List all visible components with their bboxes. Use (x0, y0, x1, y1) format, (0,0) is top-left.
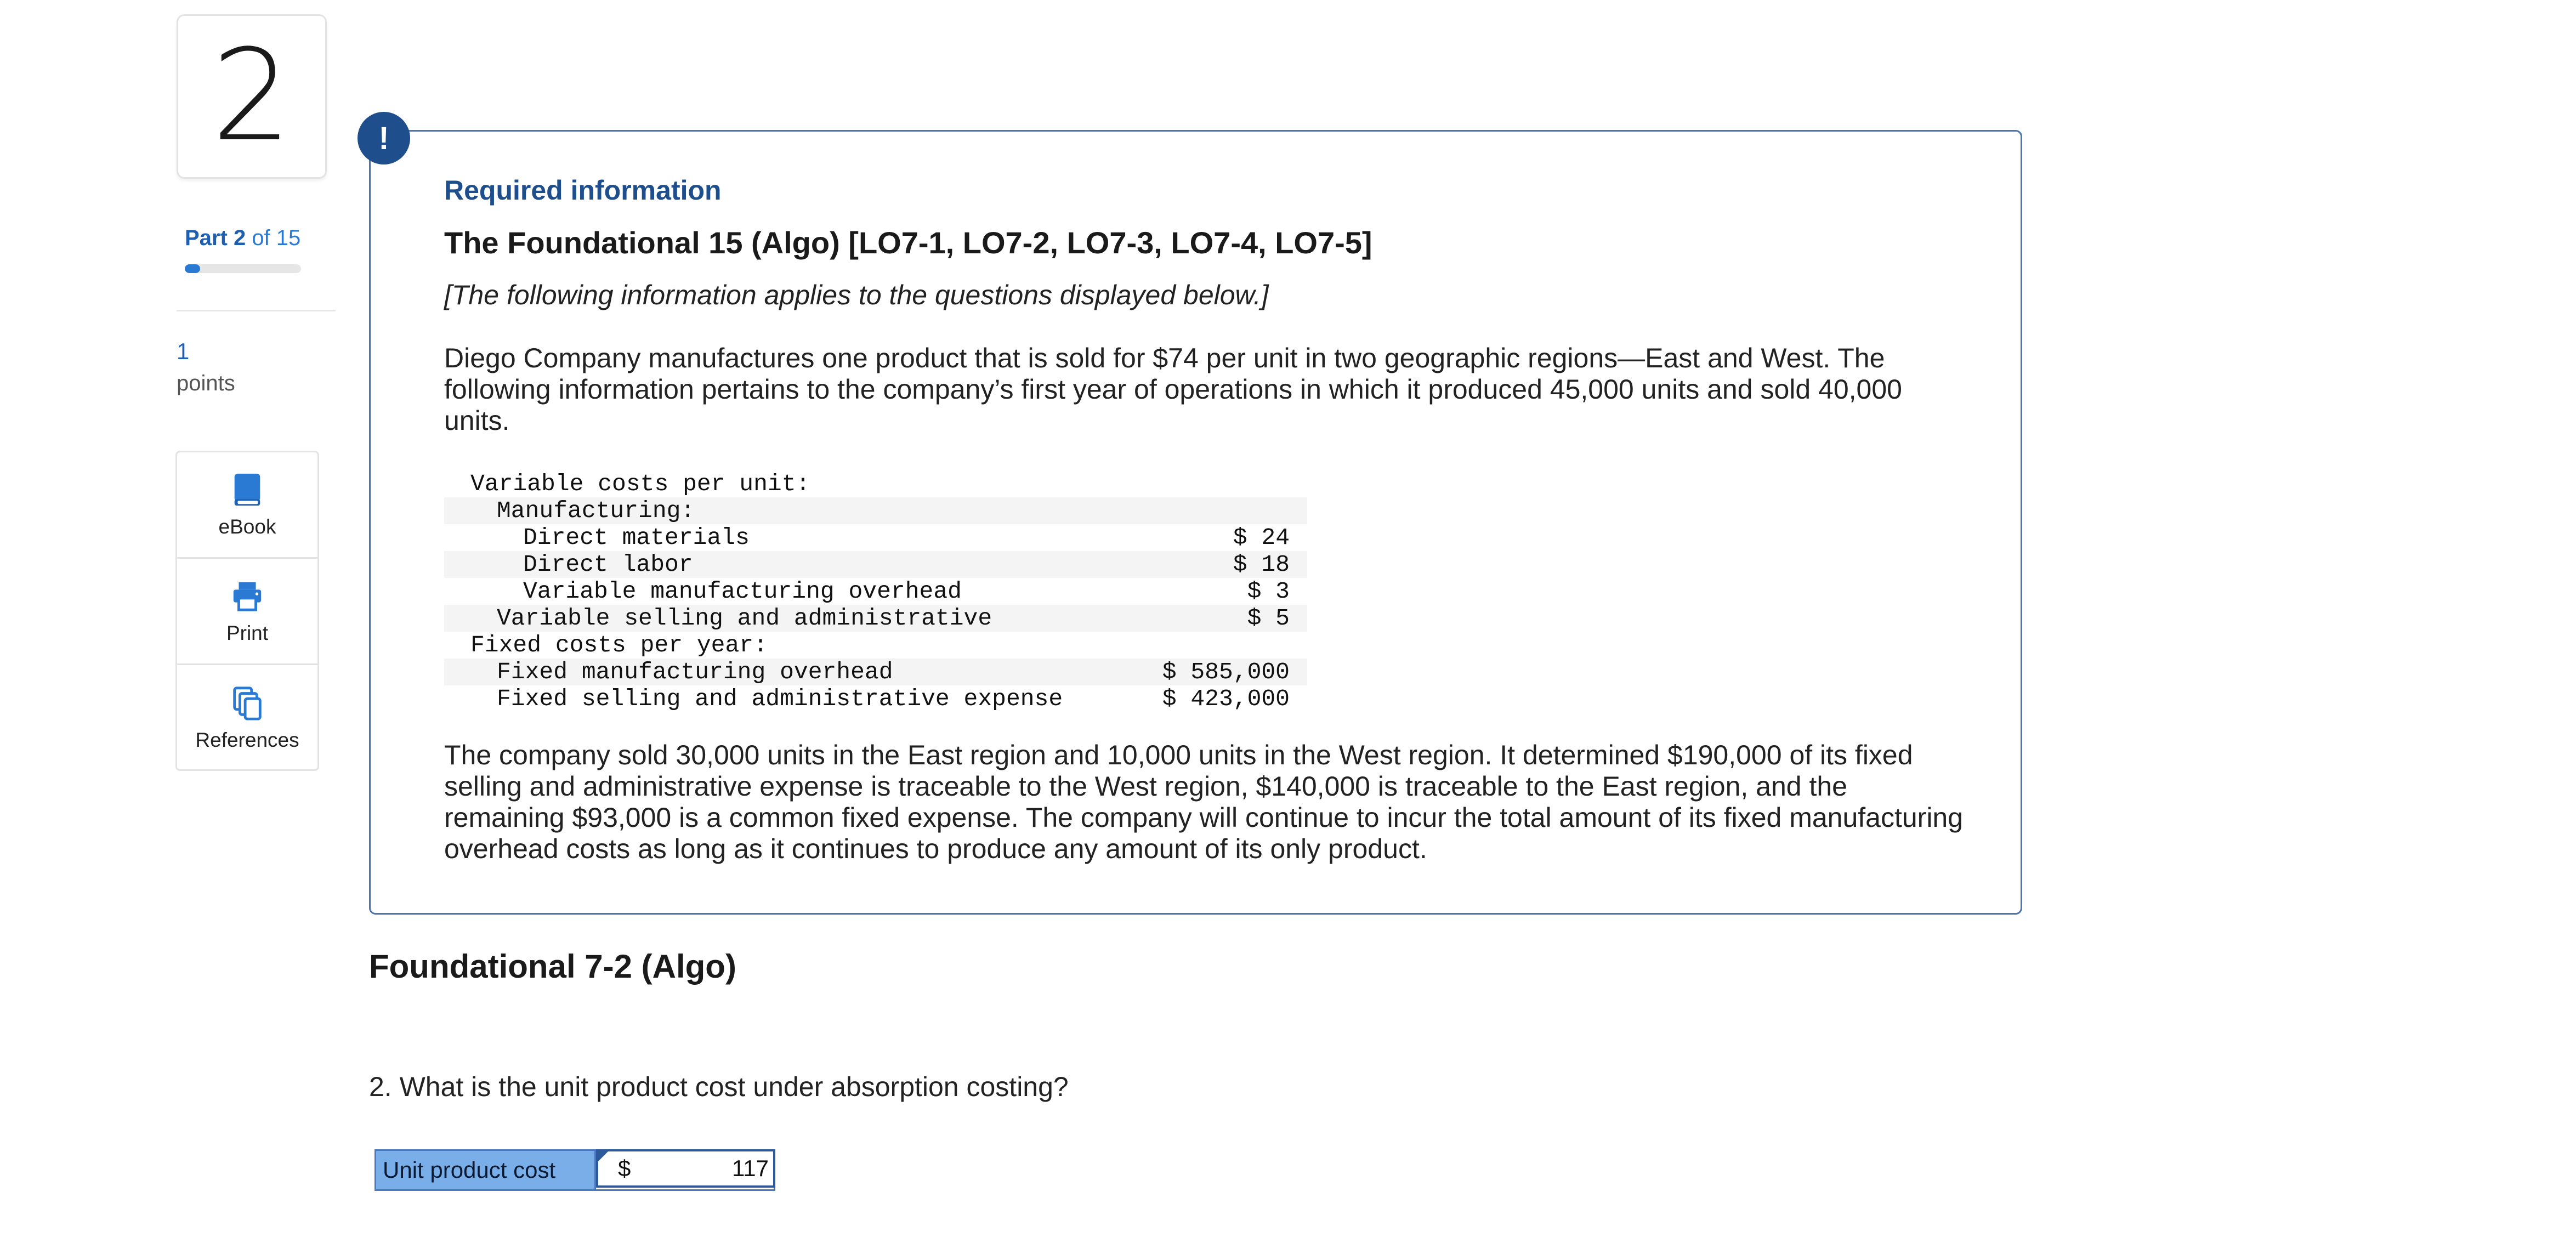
question-number: 2 (211, 23, 292, 169)
table-row (444, 470, 1307, 497)
print-button[interactable] (177, 559, 317, 665)
cost-value (1143, 497, 1307, 524)
table-row (444, 605, 1307, 632)
references-button[interactable] (177, 665, 317, 771)
cost-value: $ 585,000 (1143, 659, 1307, 685)
part-progress-bar (185, 264, 301, 273)
printer-icon (230, 578, 265, 614)
table-row (444, 659, 1307, 685)
part-prefix: Part (185, 226, 228, 250)
ebook-button[interactable] (177, 452, 317, 559)
table-row (444, 497, 1307, 524)
foundational-title: The Foundational 15 (Algo) [LO7-1, LO7-2, LO7-3, LO7-4, LO7-5] (444, 225, 1372, 260)
question-prompt: 2. What is the unit product cost under absorption costing? (369, 1071, 1069, 1102)
references-label: References (195, 729, 299, 751)
answer-label: Unit product cost (376, 1151, 596, 1189)
cost-value (1143, 632, 1307, 659)
cost-label: Direct materials (523, 524, 750, 551)
question-number-card (177, 14, 327, 179)
table-row (444, 551, 1307, 578)
cost-label: Variable selling and administrative (444, 605, 1143, 632)
part-total: of 15 (252, 226, 301, 250)
rail-divider (177, 310, 336, 311)
tools-panel (175, 451, 319, 771)
cost-value: $ 24 (1233, 524, 1290, 551)
table-row (444, 632, 1307, 659)
applies-note: [The following information applies to the questions displayed below.] (444, 280, 1269, 310)
references-icon (230, 685, 265, 721)
cost-label: Direct labor (444, 551, 1143, 578)
answer-currency: $ (618, 1155, 631, 1181)
cost-label: Fixed manufacturing overhead (444, 659, 1143, 685)
cost-value: $ 5 (1143, 605, 1307, 632)
answer-flag-icon (597, 1150, 609, 1162)
book-icon (230, 472, 265, 508)
required-information-panel (369, 130, 2022, 915)
problem-heading: Foundational 7-2 (Algo) (369, 948, 736, 985)
cost-table (444, 470, 1307, 712)
scenario-paragraph: Diego Company manufactures one product that is sold for $74 per unit in two geographic regions—East and West. The following information pertains to the company’s first year of operations in which it produced 45,000 units and sold 40,000 units. (444, 343, 1902, 436)
print-label: Print (226, 621, 269, 644)
ebook-label: eBook (218, 515, 276, 538)
alert-icon: ! (358, 112, 410, 164)
answer-field[interactable] (596, 1149, 775, 1188)
cost-label: Variable costs per unit: (470, 470, 810, 497)
cost-value: $ 18 (1143, 551, 1307, 578)
cost-value (1143, 470, 1307, 497)
table-row (444, 524, 1307, 551)
cost-value: $ 3 (1247, 578, 1290, 605)
table-row (444, 578, 1307, 605)
cost-value: $ 423,000 (1162, 685, 1290, 712)
part-indicator (185, 226, 300, 251)
table-row (444, 685, 1307, 712)
cost-label: Variable manufacturing overhead (523, 578, 962, 605)
regions-paragraph: The company sold 30,000 units in the East region and 10,000 units in the West region. It determined $190,000 of its fixed selling and administrative expense is traceable to the West region, $140,000 is traceable to the East region, and the remaining $93,000 is a common fixed expense. The company will continue to incur the total amount of its fixed manufacturing overhead costs as long as it continues to produce any amount of its only product. (444, 740, 1964, 864)
points-value: 1 (177, 338, 190, 364)
part-progress-fill (185, 264, 200, 273)
points-label: points (177, 371, 235, 395)
unit-product-cost-input[interactable] (648, 1151, 769, 1185)
answer-row (375, 1149, 775, 1191)
cost-label: Fixed costs per year: (470, 632, 768, 659)
required-information-heading: Required information (444, 175, 722, 206)
part-current: 2 (233, 226, 246, 250)
cost-label: Manufacturing: (444, 497, 1143, 524)
cost-label: Fixed selling and administrative expense (497, 685, 1063, 712)
